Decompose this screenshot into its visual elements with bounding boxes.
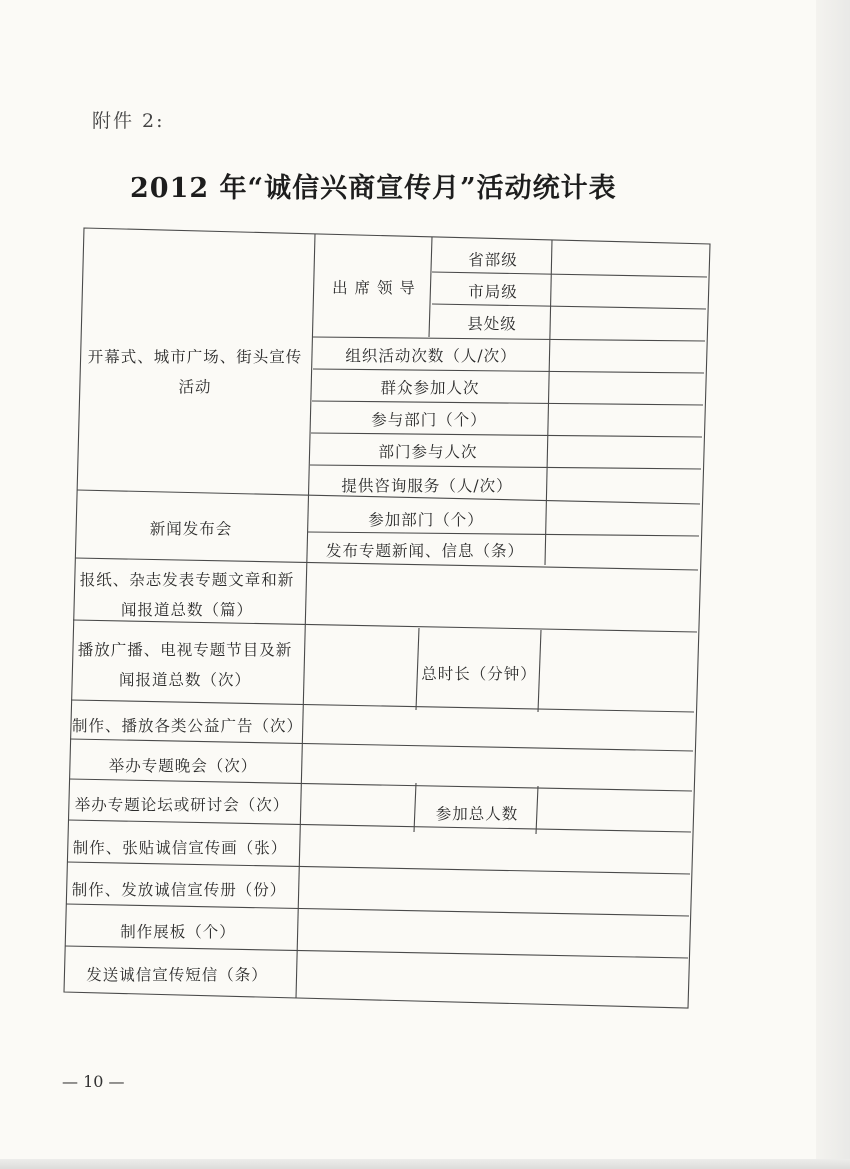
press-item-news-published: 发布专题新闻、信息（条） — [325, 541, 524, 560]
forum-attendance-label: 参加总人数 — [435, 804, 519, 823]
special-gala-label: 举办专题晚会（次） — [108, 756, 258, 775]
posters-label: 制作、张贴诚信宣传画（张） — [72, 838, 288, 857]
public-ads-label: 制作、播放各类公益广告（次） — [72, 716, 304, 735]
brochures-label: 制作、发放诚信宣传册（份） — [71, 880, 287, 899]
display-boards-label: 制作展板（个） — [120, 922, 236, 941]
opening-activities-label: 开幕式、城市广场、街头宣传活动 — [87, 347, 303, 396]
broadcast-duration-label: 总时长（分钟） — [421, 664, 537, 683]
leader-level-municipal: 市局级 — [468, 282, 518, 301]
press-item-departments: 参加部门（个） — [368, 510, 484, 529]
page-title: 2012 年“诚信兴商宣传月”活动统计表 — [130, 173, 617, 204]
newspaper-articles-label: 报纸、杂志发表专题文章和新闻报道总数（篇） — [79, 570, 295, 619]
opening-item-departments: 参与部门（个） — [371, 410, 487, 429]
broadcast-programs-label: 播放广播、电视专题节目及新闻报道总数（次） — [77, 640, 293, 689]
leader-level-provincial: 省部级 — [468, 250, 518, 269]
opening-item-consulting: 提供咨询服务（人/次） — [341, 476, 513, 495]
attachment-label: 附件 2: — [92, 110, 165, 132]
forum-seminar-label: 举办专题论坛或研讨会（次） — [74, 795, 290, 814]
opening-item-department-attendance: 部门参与人次 — [378, 442, 478, 461]
opening-item-public-attendance: 群众参加人次 — [380, 378, 480, 397]
press-conference-label: 新闻发布会 — [149, 519, 233, 538]
leaders-label: 出 席 领 导 — [332, 278, 416, 297]
sms-messages-label: 发送诚信宣传短信（条） — [86, 965, 268, 984]
leader-level-county: 县处级 — [467, 314, 517, 333]
page-number: — 10 — — [62, 1072, 125, 1091]
opening-item-activity-count: 组织活动次数（人/次） — [345, 346, 517, 365]
